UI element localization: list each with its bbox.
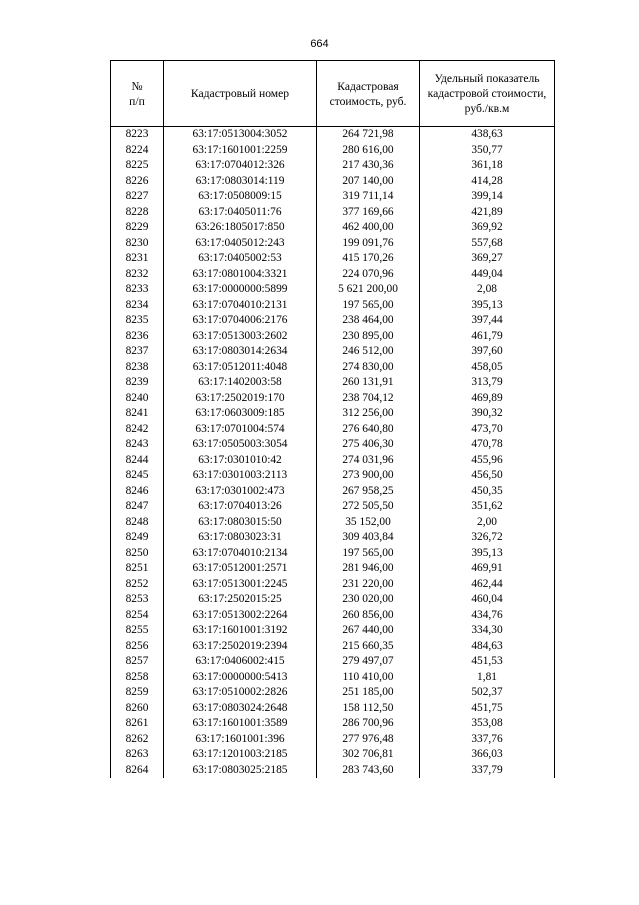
cell-cadastral-value: 197 565,00 <box>317 298 420 314</box>
table-row <box>111 205 555 221</box>
cell-cadastral-number: 63:17:0603009:185 <box>164 406 317 422</box>
header-row-number <box>111 61 164 127</box>
cell-cadastral-number: 63:17:0704013:26 <box>164 499 317 515</box>
cell-specific-index: 456,50 <box>420 468 555 484</box>
table-row <box>111 158 555 174</box>
header-row <box>111 61 555 127</box>
cell-row-number: 8246 <box>111 484 164 500</box>
cell-specific-index: 313,79 <box>420 375 555 391</box>
cell-row-number: 8223 <box>111 127 164 143</box>
cell-specific-index: 421,89 <box>420 205 555 221</box>
cell-cadastral-value: 302 706,81 <box>317 747 420 763</box>
cell-cadastral-value: 309 403,84 <box>317 530 420 546</box>
table-row <box>111 313 555 329</box>
cell-cadastral-value: 274 031,96 <box>317 453 420 469</box>
cell-row-number: 8224 <box>111 143 164 159</box>
cell-cadastral-value: 230 020,00 <box>317 592 420 608</box>
cell-cadastral-number: 63:17:0803025:2185 <box>164 763 317 779</box>
cell-cadastral-value: 279 497,07 <box>317 654 420 670</box>
cell-cadastral-value: 246 512,00 <box>317 344 420 360</box>
header-specific-index: Удельный показатель кадастровой стоимости, руб./кв.м <box>420 61 555 127</box>
cell-row-number: 8228 <box>111 205 164 221</box>
cell-row-number: 8241 <box>111 406 164 422</box>
cell-cadastral-value: 230 895,00 <box>317 329 420 345</box>
cell-specific-index: 557,68 <box>420 236 555 252</box>
cell-cadastral-number: 63:17:0000000:5413 <box>164 670 317 686</box>
cell-specific-index: 460,04 <box>420 592 555 608</box>
cell-row-number: 8251 <box>111 561 164 577</box>
cell-cadastral-value: 281 946,00 <box>317 561 420 577</box>
table-row <box>111 685 555 701</box>
cell-row-number: 8260 <box>111 701 164 717</box>
cell-specific-index: 361,18 <box>420 158 555 174</box>
cell-cadastral-value: 199 091,76 <box>317 236 420 252</box>
cell-row-number: 8261 <box>111 716 164 732</box>
cell-cadastral-number: 63:17:1601001:3589 <box>164 716 317 732</box>
table-row <box>111 437 555 453</box>
cell-specific-index: 366,03 <box>420 747 555 763</box>
table-row <box>111 716 555 732</box>
cell-cadastral-number: 63:17:0801004:3321 <box>164 267 317 283</box>
cell-specific-index: 337,76 <box>420 732 555 748</box>
cell-cadastral-number: 63:17:0508009:15 <box>164 189 317 205</box>
cell-specific-index: 399,14 <box>420 189 555 205</box>
cell-cadastral-value: 224 070,96 <box>317 267 420 283</box>
header-cadastral-number: Кадастровый номер <box>164 61 317 127</box>
cell-cadastral-value: 231 220,00 <box>317 577 420 593</box>
cell-row-number: 8226 <box>111 174 164 190</box>
table-row <box>111 623 555 639</box>
table-body <box>111 127 555 779</box>
table-row <box>111 127 555 143</box>
table-row <box>111 515 555 531</box>
cell-cadastral-value: 286 700,96 <box>317 716 420 732</box>
cell-specific-index: 455,96 <box>420 453 555 469</box>
cell-cadastral-number: 63:17:2502015:25 <box>164 592 317 608</box>
cell-specific-index: 458,05 <box>420 360 555 376</box>
cell-cadastral-number: 63:17:0406002:415 <box>164 654 317 670</box>
table-header <box>111 61 555 127</box>
cell-cadastral-number: 63:17:0405012:243 <box>164 236 317 252</box>
cell-row-number: 8225 <box>111 158 164 174</box>
cell-cadastral-value: 260 856,00 <box>317 608 420 624</box>
cell-cadastral-number: 63:17:1201003:2185 <box>164 747 317 763</box>
cell-specific-index: 397,60 <box>420 344 555 360</box>
cell-row-number: 8256 <box>111 639 164 655</box>
cell-row-number: 8240 <box>111 391 164 407</box>
cell-row-number: 8230 <box>111 236 164 252</box>
cell-cadastral-number: 63:17:0513001:2245 <box>164 577 317 593</box>
cell-row-number: 8234 <box>111 298 164 314</box>
table-row <box>111 391 555 407</box>
cell-specific-index: 369,92 <box>420 220 555 236</box>
cell-cadastral-number: 63:17:1601001:2259 <box>164 143 317 159</box>
cell-cadastral-number: 63:17:0513003:2602 <box>164 329 317 345</box>
cell-specific-index: 337,79 <box>420 763 555 779</box>
cell-row-number: 8231 <box>111 251 164 267</box>
table-row <box>111 344 555 360</box>
cell-cadastral-value: 272 505,50 <box>317 499 420 515</box>
cell-row-number: 8263 <box>111 747 164 763</box>
cell-cadastral-value: 197 565,00 <box>317 546 420 562</box>
cell-specific-index: 469,91 <box>420 561 555 577</box>
table-row <box>111 282 555 298</box>
table-row <box>111 174 555 190</box>
cell-specific-index: 473,70 <box>420 422 555 438</box>
cell-cadastral-value: 277 976,48 <box>317 732 420 748</box>
cell-cadastral-number: 63:17:0512011:4048 <box>164 360 317 376</box>
cell-row-number: 8247 <box>111 499 164 515</box>
cell-cadastral-number: 63:17:0405002:53 <box>164 251 317 267</box>
cell-row-number: 8257 <box>111 654 164 670</box>
table-row <box>111 360 555 376</box>
cell-cadastral-value: 283 743,60 <box>317 763 420 779</box>
table-row <box>111 639 555 655</box>
cell-specific-index: 2,00 <box>420 515 555 531</box>
table-row <box>111 654 555 670</box>
table-row <box>111 267 555 283</box>
table-row <box>111 670 555 686</box>
cell-row-number: 8250 <box>111 546 164 562</box>
table-row <box>111 468 555 484</box>
table-row <box>111 747 555 763</box>
table-row <box>111 298 555 314</box>
cell-row-number: 8229 <box>111 220 164 236</box>
cell-row-number: 8253 <box>111 592 164 608</box>
cell-row-number: 8258 <box>111 670 164 686</box>
table-row <box>111 701 555 717</box>
cell-row-number: 8236 <box>111 329 164 345</box>
table-row <box>111 220 555 236</box>
table-row <box>111 375 555 391</box>
cell-specific-index: 469,89 <box>420 391 555 407</box>
cell-specific-index: 326,72 <box>420 530 555 546</box>
cell-cadastral-number: 63:17:0803014:119 <box>164 174 317 190</box>
cell-cadastral-number: 63:17:0803023:31 <box>164 530 317 546</box>
cell-cadastral-value: 251 185,00 <box>317 685 420 701</box>
cell-cadastral-number: 63:17:0510002:2826 <box>164 685 317 701</box>
cell-row-number: 8262 <box>111 732 164 748</box>
cell-cadastral-number: 63:17:0803024:2648 <box>164 701 317 717</box>
cell-cadastral-value: 319 711,14 <box>317 189 420 205</box>
cell-cadastral-number: 63:17:0512001:2571 <box>164 561 317 577</box>
cell-specific-index: 470,78 <box>420 437 555 453</box>
header-row-number-line: № <box>131 79 143 93</box>
cell-row-number: 8239 <box>111 375 164 391</box>
cell-cadastral-value: 215 660,35 <box>317 639 420 655</box>
table-row <box>111 189 555 205</box>
cell-specific-index: 395,13 <box>420 298 555 314</box>
cell-row-number: 8248 <box>111 515 164 531</box>
cell-cadastral-value: 35 152,00 <box>317 515 420 531</box>
cell-row-number: 8235 <box>111 313 164 329</box>
cell-cadastral-number: 63:17:0513002:2264 <box>164 608 317 624</box>
cell-cadastral-value: 273 900,00 <box>317 468 420 484</box>
cell-cadastral-number: 63:17:1601001:3192 <box>164 623 317 639</box>
cell-cadastral-number: 63:17:0301003:2113 <box>164 468 317 484</box>
cell-cadastral-value: 275 406,30 <box>317 437 420 453</box>
cell-cadastral-value: 415 170,26 <box>317 251 420 267</box>
table-row <box>111 143 555 159</box>
cell-row-number: 8232 <box>111 267 164 283</box>
table-row <box>111 732 555 748</box>
cell-specific-index: 438,63 <box>420 127 555 143</box>
cell-cadastral-number: 63:17:1601001:396 <box>164 732 317 748</box>
cell-specific-index: 2,08 <box>420 282 555 298</box>
cell-specific-index: 502,37 <box>420 685 555 701</box>
cell-cadastral-value: 280 616,00 <box>317 143 420 159</box>
cell-row-number: 8252 <box>111 577 164 593</box>
table-row <box>111 763 555 779</box>
cell-specific-index: 353,08 <box>420 716 555 732</box>
cell-cadastral-value: 238 464,00 <box>317 313 420 329</box>
cell-cadastral-value: 312 256,00 <box>317 406 420 422</box>
cell-specific-index: 434,76 <box>420 608 555 624</box>
header-cadastral-value: Кадастровая стоимость, руб. <box>317 61 420 127</box>
table-row <box>111 251 555 267</box>
cell-row-number: 8238 <box>111 360 164 376</box>
table-row <box>111 329 555 345</box>
cell-specific-index: 397,44 <box>420 313 555 329</box>
cell-specific-index: 390,32 <box>420 406 555 422</box>
cell-row-number: 8242 <box>111 422 164 438</box>
cell-row-number: 8249 <box>111 530 164 546</box>
table-row <box>111 406 555 422</box>
table-row <box>111 422 555 438</box>
table-row <box>111 453 555 469</box>
cell-specific-index: 462,44 <box>420 577 555 593</box>
cell-cadastral-number: 63:17:0505003:3054 <box>164 437 317 453</box>
cell-specific-index: 449,04 <box>420 267 555 283</box>
cell-specific-index: 414,28 <box>420 174 555 190</box>
cell-cadastral-value: 264 721,98 <box>317 127 420 143</box>
header-row-number-line: п/п <box>129 94 145 108</box>
cell-cadastral-number: 63:17:0405011:76 <box>164 205 317 221</box>
table-row <box>111 530 555 546</box>
table-row <box>111 546 555 562</box>
cell-cadastral-value: 267 958,25 <box>317 484 420 500</box>
cell-cadastral-value: 462 400,00 <box>317 220 420 236</box>
cell-cadastral-number: 63:17:1402003:58 <box>164 375 317 391</box>
cadastral-table <box>110 60 555 778</box>
cell-specific-index: 351,62 <box>420 499 555 515</box>
cell-cadastral-number: 63:17:2502019:2394 <box>164 639 317 655</box>
cell-cadastral-number: 63:17:0704010:2134 <box>164 546 317 562</box>
cell-cadastral-number: 63:17:0701004:574 <box>164 422 317 438</box>
cell-cadastral-value: 158 112,50 <box>317 701 420 717</box>
cell-specific-index: 450,35 <box>420 484 555 500</box>
table-row <box>111 592 555 608</box>
cell-cadastral-value: 110 410,00 <box>317 670 420 686</box>
cell-cadastral-number: 63:17:0301002:473 <box>164 484 317 500</box>
cell-cadastral-number: 63:17:2502019:170 <box>164 391 317 407</box>
cell-cadastral-number: 63:17:0513004:3052 <box>164 127 317 143</box>
cell-specific-index: 369,27 <box>420 251 555 267</box>
cell-row-number: 8245 <box>111 468 164 484</box>
cell-row-number: 8243 <box>111 437 164 453</box>
cell-cadastral-value: 274 830,00 <box>317 360 420 376</box>
cell-row-number: 8237 <box>111 344 164 360</box>
cell-cadastral-value: 276 640,80 <box>317 422 420 438</box>
cell-cadastral-value: 267 440,00 <box>317 623 420 639</box>
table-row <box>111 561 555 577</box>
page-number: 664 <box>310 38 329 50</box>
cell-cadastral-number: 63:17:0704012:326 <box>164 158 317 174</box>
table-row <box>111 236 555 252</box>
cell-cadastral-value: 377 169,66 <box>317 205 420 221</box>
cell-specific-index: 350,77 <box>420 143 555 159</box>
cell-specific-index: 484,63 <box>420 639 555 655</box>
cell-cadastral-number: 63:17:0704010:2131 <box>164 298 317 314</box>
cell-specific-index: 334,30 <box>420 623 555 639</box>
cell-specific-index: 451,53 <box>420 654 555 670</box>
table-row <box>111 484 555 500</box>
cell-cadastral-number: 63:17:0000000:5899 <box>164 282 317 298</box>
cell-row-number: 8264 <box>111 763 164 779</box>
cell-cadastral-value: 217 430,36 <box>317 158 420 174</box>
cell-row-number: 8227 <box>111 189 164 205</box>
table-row <box>111 608 555 624</box>
cell-cadastral-number: 63:17:0704006:2176 <box>164 313 317 329</box>
cell-row-number: 8233 <box>111 282 164 298</box>
cell-specific-index: 1,81 <box>420 670 555 686</box>
cell-row-number: 8255 <box>111 623 164 639</box>
cell-specific-index: 461,79 <box>420 329 555 345</box>
cell-row-number: 8244 <box>111 453 164 469</box>
cell-cadastral-number: 63:17:0301010:42 <box>164 453 317 469</box>
table-row <box>111 577 555 593</box>
cell-cadastral-value: 238 704,12 <box>317 391 420 407</box>
cell-cadastral-number: 63:17:0803014:2634 <box>164 344 317 360</box>
cell-cadastral-value: 5 621 200,00 <box>317 282 420 298</box>
cell-cadastral-number: 63:17:0803015:50 <box>164 515 317 531</box>
cell-cadastral-value: 207 140,00 <box>317 174 420 190</box>
cell-specific-index: 451,75 <box>420 701 555 717</box>
cell-cadastral-number: 63:26:1805017:850 <box>164 220 317 236</box>
cell-row-number: 8254 <box>111 608 164 624</box>
cell-specific-index: 395,13 <box>420 546 555 562</box>
cell-row-number: 8259 <box>111 685 164 701</box>
table-row <box>111 499 555 515</box>
cell-cadastral-value: 260 131,91 <box>317 375 420 391</box>
